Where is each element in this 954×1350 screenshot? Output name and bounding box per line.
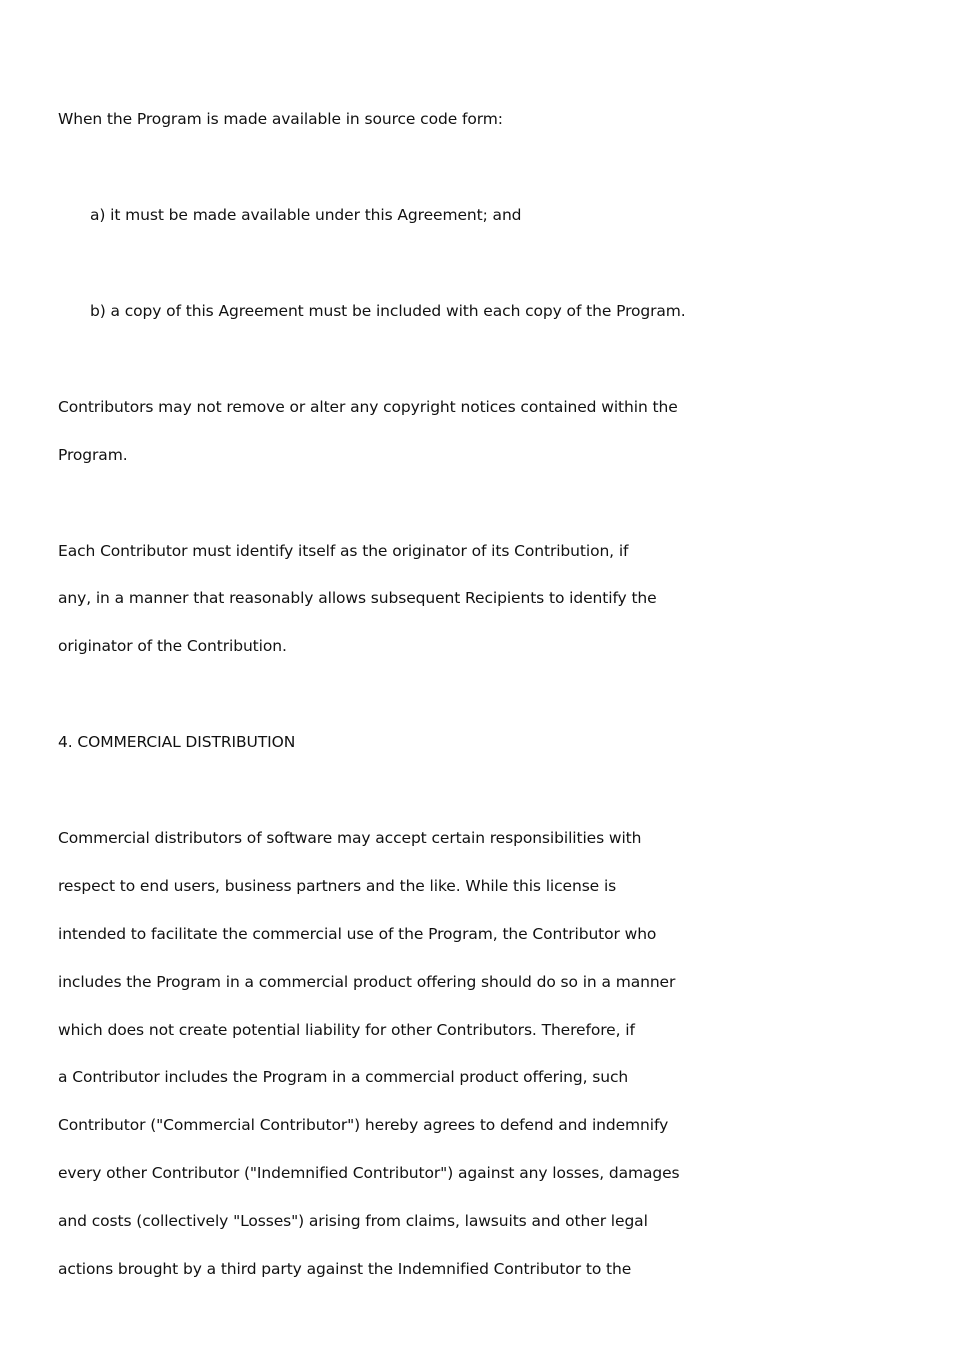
section-heading: 4. COMMERCIAL DISTRIBUTION — [58, 733, 296, 751]
paragraph-line: a Contributor includes the Program in a commercial product offering, such — [58, 1068, 629, 1086]
paragraph-line: Each Contributor must identify itself as the originator of its Contribution, if — [58, 542, 629, 560]
paragraph-line: Contributors may not remove or alter any copyright notices contained within the — [58, 398, 678, 416]
paragraph-line: intended to facilitate the commercial use of the Program, the Contributor who — [58, 925, 657, 943]
paragraph-line: which does not create potential liability for other Contributors. Therefore, if — [58, 1021, 635, 1039]
intro-text: When the Program is made available in source code form: — [58, 110, 503, 128]
paragraph-line: Contributor ("Commercial Contributor") hereby agrees to defend and indemnify — [58, 1116, 669, 1134]
paragraph-line: actions brought by a third party against the Indemnified Contributor to the — [58, 1260, 632, 1278]
paragraph-line: respect to end users, business partners and the like. While this license is — [58, 877, 617, 895]
paragraph-line: includes the Program in a commercial product offering should do so in a manner — [58, 973, 676, 991]
paragraph-line: originator of the Contribution. — [58, 637, 287, 655]
paragraph-line: Program. — [58, 446, 128, 464]
paragraph-line: Commercial distributors of software may accept certain responsibilities with — [58, 829, 642, 847]
list-item-b: b) a copy of this Agreement must be included with each copy of the Program. — [90, 302, 686, 320]
paragraph-line: and costs (collectively "Losses") arising from claims, lawsuits and other legal — [58, 1212, 648, 1230]
paragraph-line: any, in a manner that reasonably allows subsequent Recipients to identify the — [58, 589, 657, 607]
list-item-a: a) it must be made available under this Agreement; and — [90, 206, 522, 224]
paragraph-line: every other Contributor ("Indemnified Contributor") against any losses, damages — [58, 1164, 680, 1182]
